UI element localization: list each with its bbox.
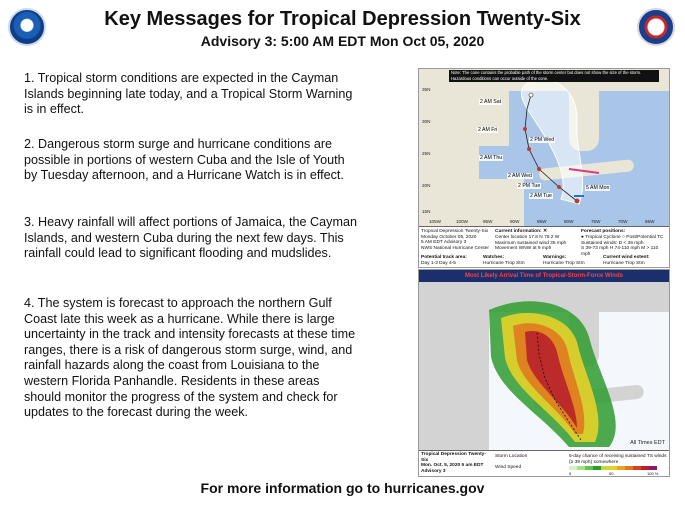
advisory-subtitle: Advisory 3: 5:00 AM EDT Mon Oct 05, 2020 (200, 33, 485, 49)
arrival-map-title: Most Likely Arrival Time of Tropical-Storm-Force Winds (419, 270, 669, 282)
key-message-1: 1. Tropical storm conditions are expected in the Cayman Islands beginning late today, and a Tropical Storm Warning is in effect. (24, 71, 353, 117)
lon-label: 100W (456, 219, 469, 224)
scale-swatch (609, 466, 617, 470)
wind-probability-overlay (419, 282, 669, 450)
legend-watches: Watches: (483, 255, 505, 260)
scale-swatch (577, 466, 585, 470)
scale-swatch (585, 466, 593, 470)
lon-label: 65W (645, 219, 655, 224)
legend-forecast-info: ● Tropical Cyclone ○ Post/Potential TC Sustained winds: D < 39 mph S 39-73 mph H 74-110 mph M > 110 mph (581, 235, 664, 257)
key-message-2: 2. Dangerous storm surge and hurricane conditions are possible in portions of western Cuba and the Isle of Youth by Tuesday afternoon, and a Hurricane Watch is in effect. (24, 137, 345, 183)
legend-forecast-title: Forecast positions: (581, 229, 626, 234)
legend-wind-items: Hurricane Trop Stm (603, 261, 645, 266)
track-point (527, 147, 531, 151)
track-point (523, 127, 527, 131)
scale-swatch (641, 466, 649, 470)
cone-map-legend (419, 226, 669, 268)
legend-current-title: Current information: ✕ (495, 229, 547, 234)
legend-wind-speed: Wind Speed (495, 465, 522, 470)
lon-label: 70W (618, 219, 628, 224)
lon-label: 95W (483, 219, 493, 224)
footer-link-text: For more information go to hurricanes.gov (200, 480, 485, 496)
track-point (537, 167, 541, 171)
lat-label: 20N (422, 183, 431, 188)
lon-label: 90W (510, 219, 520, 224)
key-message-3: 3. Heavy rainfall will affect portions of Jamaica, the Cayman Islands, and western Cuba during the next few days. This rainfall could lead to significant flooding and mudslides. (24, 215, 357, 261)
legend-cone-note: 5-day chance of receiving sustained TS winds (≥ 39 mph) somewhere (569, 454, 667, 465)
legend-wind-extent: Current wind extent: (603, 255, 650, 260)
arrival-map-legend (419, 450, 669, 477)
lon-label: 75W (591, 219, 601, 224)
forecast-point-label: 2 AM Fri (478, 127, 498, 133)
forecast-point-label: 2 AM Sat (480, 99, 502, 105)
lon-label: 105W (429, 219, 442, 224)
forecast-point-label: 2 AM Thu (480, 155, 503, 161)
lon-label: 80W (564, 219, 574, 224)
scale-label: 5 (569, 471, 572, 476)
scale-swatch (649, 466, 657, 470)
scale-swatch (593, 466, 601, 470)
track-point (557, 185, 561, 189)
legend-warning-items: Hurricane Trop Stm (543, 261, 585, 266)
legend-storm-info: Tropical Depression Twenty-Six Monday October 05, 2020 5 AM EDT Advisory 3 NWS National Hurricane Center (421, 229, 489, 251)
forecast-point-label: 5 AM Mon (586, 185, 610, 191)
lat-label: 35N (422, 87, 431, 92)
legend-storm-location: Storm Location (495, 454, 528, 459)
page-title: Key Messages for Tropical Depression Twenty-Six (104, 8, 581, 30)
scale-swatch (633, 466, 641, 470)
lon-label: 85W (537, 219, 547, 224)
legend-current-info: Center location 17.8 N 78.2 W Maximum sustained wind 35 mph Movement WNW at 9 mph (495, 235, 567, 252)
legend-track-items: Day 1-3 Day 4-5 (421, 261, 456, 266)
arrival-time-map (418, 269, 670, 477)
forecast-point-label: 2 PM Wed (530, 137, 555, 143)
lat-label: 25N (422, 151, 431, 156)
forecast-point-label: 2 AM Tue (530, 193, 552, 199)
scale-label: 100 % (647, 471, 659, 476)
legend-warnings: Warnings: (543, 255, 567, 260)
legend-storm-info: Tropical Depression Twenty-Six Mon. Oct. 5, 2020 5 am EDT Advisory 3 (421, 452, 486, 474)
lat-label: 30N (422, 119, 431, 124)
legend-track-area: Potential track area: (421, 255, 467, 260)
key-message-4: 4. The system is forecast to approach the northern Gulf Coast late this week as a hurricane. While there is large uncertainty in the track and intensity forecasts at these time ranges, there is a risk of dangerous storm surge, wind, and rainfall hazards along the coast from Louisiana to the western Florida Panhandle. Residents in these areas should monitor the progress of the system and check for updates to the forecast during the week. (24, 296, 356, 420)
forecast-cone-map (418, 68, 670, 268)
lat-label: 15N (422, 209, 431, 214)
track-point (529, 93, 533, 97)
cone-note: Note: The cone contains the probable path of the storm center but does not show the size of the storm. Hazardous conditions can occur outside of the cone. (449, 70, 659, 82)
scale-swatch (569, 466, 577, 470)
forecast-point-label: 2 AM Wed (508, 173, 532, 179)
forecast-point-label: 2 PM Tue (518, 183, 541, 189)
scale-swatch (601, 466, 609, 470)
time-zone-label: All Times EDT (630, 440, 665, 446)
scale-swatch (617, 466, 625, 470)
legend-watch-items: Hurricane Trop Stm (483, 261, 525, 266)
cone-map-overlay (419, 69, 669, 226)
scale-swatch (625, 466, 633, 470)
scale-label: 50 (609, 471, 614, 476)
current-position-marker (575, 199, 580, 204)
